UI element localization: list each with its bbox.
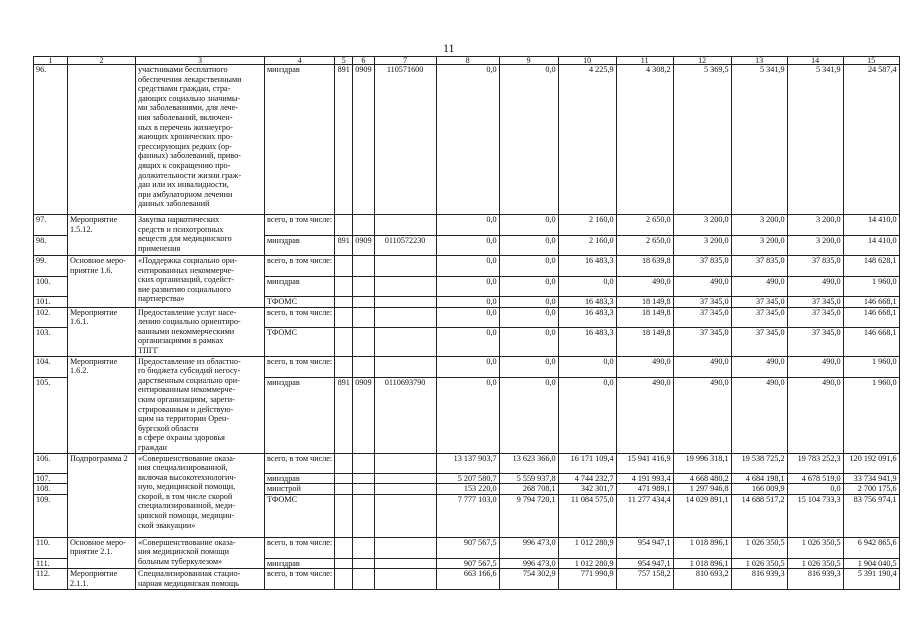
row-number: 111. (34, 558, 68, 569)
value-col-12: 490,0 (673, 356, 731, 378)
code-csr (374, 494, 436, 537)
value-col-9: 0,0 (499, 256, 558, 277)
value-col-11: 490,0 (616, 378, 673, 453)
item-description: Закупка наркотических средств и психотропных веществ для медицинского применения (136, 215, 265, 256)
table-row (34, 215, 900, 236)
column-number: 15 (843, 57, 899, 65)
value-col-14: 19 783 252,3 (787, 453, 843, 473)
value-col-11: 18 639,8 (616, 256, 673, 277)
code-rzpr (353, 215, 374, 236)
code-grbs (335, 569, 353, 590)
value-col-13: 37 345,0 (731, 328, 787, 356)
item-description: «Совершенствование оказа- ния медицинской помощи больным туберкулезом» (136, 537, 265, 569)
table-row (34, 256, 900, 277)
code-csr: 110571600 (374, 65, 436, 215)
executor: минздрав (265, 236, 335, 256)
table-row (34, 356, 900, 378)
executor: минздрав (265, 558, 335, 569)
value-col-8: 0,0 (436, 356, 499, 378)
code-csr (374, 473, 436, 484)
executor: всего, в том числе: (265, 453, 335, 473)
value-col-8: 0,0 (436, 378, 499, 453)
value-col-11: 490,0 (616, 356, 673, 378)
code-csr (374, 569, 436, 590)
value-col-8: 0,0 (436, 256, 499, 277)
code-grbs: 891 (335, 378, 353, 453)
value-col-9: 9 794 720,1 (499, 494, 558, 537)
column-number: 2 (68, 57, 136, 65)
executor: минстрой (265, 484, 335, 495)
row-number: 110. (34, 537, 68, 558)
code-csr (374, 356, 436, 378)
row-number: 108. (34, 484, 68, 495)
value-col-11: 11 277 434,4 (616, 494, 673, 537)
value-col-9: 0,0 (499, 215, 558, 236)
value-col-13: 3 200,0 (731, 236, 787, 256)
value-col-11: 15 941 416,9 (616, 453, 673, 473)
value-col-14: 5 341,9 (787, 65, 843, 215)
executor: ТФОМС (265, 297, 335, 308)
code-rzpr (353, 356, 374, 378)
value-col-11: 4 308,2 (616, 65, 673, 215)
code-rzpr: 0909 (353, 65, 374, 215)
value-col-9: 0,0 (499, 277, 558, 297)
value-col-8: 153 220,0 (436, 484, 499, 495)
item-description: участниками бесплатного обеспечения лекарственными средствами граждан, стра- дающих социально значимы- ми заболеваниями, для лече- ния заболеваний, включен- ных в перечень жизнеугро- жающих хронических про- грессирующих редких (ор- фанных) заболеваний, приво- дящих к сокращению про- должительности жизни граж- дан или их инвалидности, при амбулаторном лечении данных заболеваний (136, 65, 265, 215)
table-row (34, 537, 900, 558)
value-col-9: 754 302,9 (499, 569, 558, 590)
value-col-10: 0,0 (558, 378, 616, 453)
value-col-10: 16 483,3 (558, 256, 616, 277)
value-total: 2 700 175,6 (843, 484, 899, 495)
code-csr (374, 256, 436, 277)
value-col-14: 1 026 350,5 (787, 537, 843, 558)
value-col-8: 7 777 103,0 (436, 494, 499, 537)
value-col-9: 0,0 (499, 236, 558, 256)
item-type: Мероприятие 2.1.1. (68, 569, 136, 590)
column-number: 1 (34, 57, 68, 65)
column-number: 5 (335, 57, 353, 65)
value-col-14: 37 345,0 (787, 328, 843, 356)
value-col-13: 166 009,9 (731, 484, 787, 495)
row-number: 106. (34, 453, 68, 473)
executor: минздрав (265, 65, 335, 215)
value-col-10: 771 990,9 (558, 569, 616, 590)
value-col-12: 3 200,0 (673, 215, 731, 236)
value-col-14: 3 200,0 (787, 236, 843, 256)
value-col-14: 4 678 519,0 (787, 473, 843, 484)
code-rzpr (353, 328, 374, 356)
value-col-10: 0,0 (558, 356, 616, 378)
column-number: 4 (265, 57, 335, 65)
code-grbs (335, 277, 353, 297)
value-col-8: 907 567,5 (436, 537, 499, 558)
item-type: Мероприятие 1.6.1. (68, 307, 136, 356)
code-grbs: 891 (335, 236, 353, 256)
row-number: 102. (34, 307, 68, 328)
value-col-11: 490,0 (616, 277, 673, 297)
value-total: 148 628,1 (843, 256, 899, 277)
value-col-12: 4 668 480,2 (673, 473, 731, 484)
value-col-9: 0,0 (499, 378, 558, 453)
code-grbs (335, 484, 353, 495)
code-csr (374, 277, 436, 297)
table-header-row (34, 57, 900, 65)
row-number: 99. (34, 256, 68, 277)
budget-table (33, 56, 900, 590)
value-total: 120 192 091,6 (843, 453, 899, 473)
value-col-14: 37 345,0 (787, 297, 843, 308)
item-type: Подпрограмма 2 (68, 453, 136, 537)
code-grbs (335, 215, 353, 236)
value-col-11: 4 191 993,4 (616, 473, 673, 484)
executor: всего, в том числе: (265, 537, 335, 558)
value-col-14: 1 026 350,5 (787, 558, 843, 569)
value-col-11: 757 158,2 (616, 569, 673, 590)
code-grbs (335, 256, 353, 277)
code-rzpr (353, 494, 374, 537)
value-col-10: 4 744 232,7 (558, 473, 616, 484)
executor: всего, в том числе: (265, 307, 335, 328)
row-number: 105. (34, 378, 68, 453)
code-rzpr (353, 307, 374, 328)
value-total: 24 587,4 (843, 65, 899, 215)
value-col-8: 0,0 (436, 236, 499, 256)
value-col-8: 13 137 903,7 (436, 453, 499, 473)
value-col-11: 18 149,8 (616, 328, 673, 356)
value-col-14: 490,0 (787, 378, 843, 453)
code-csr (374, 297, 436, 308)
code-rzpr (353, 297, 374, 308)
value-col-13: 37 345,0 (731, 297, 787, 308)
code-csr (374, 484, 436, 495)
code-grbs (335, 453, 353, 473)
value-total: 5 391 190,4 (843, 569, 899, 590)
row-number: 103. (34, 328, 68, 356)
column-number: 13 (731, 57, 787, 65)
item-type (68, 65, 136, 215)
row-number: 104. (34, 356, 68, 378)
value-col-9: 0,0 (499, 65, 558, 215)
value-col-14: 3 200,0 (787, 215, 843, 236)
code-grbs (335, 307, 353, 328)
value-col-14: 37 345,0 (787, 307, 843, 328)
code-csr: 0110572230 (374, 236, 436, 256)
value-col-11: 471 989,1 (616, 484, 673, 495)
value-col-12: 37 835,0 (673, 256, 731, 277)
code-rzpr (353, 256, 374, 277)
code-csr (374, 215, 436, 236)
executor: всего, в том числе: (265, 215, 335, 236)
value-col-10: 2 160,0 (558, 236, 616, 256)
value-col-14: 490,0 (787, 277, 843, 297)
column-number: 14 (787, 57, 843, 65)
value-col-12: 14 029 891,1 (673, 494, 731, 537)
value-total: 1 960,0 (843, 356, 899, 378)
value-col-8: 0,0 (436, 215, 499, 236)
value-col-10: 2 160,0 (558, 215, 616, 236)
value-col-9: 0,0 (499, 328, 558, 356)
value-col-14: 37 835,0 (787, 256, 843, 277)
value-col-13: 1 026 350,5 (731, 537, 787, 558)
value-col-12: 490,0 (673, 277, 731, 297)
executor: минздрав (265, 378, 335, 453)
column-number: 12 (673, 57, 731, 65)
executor: минздрав (265, 473, 335, 484)
value-col-13: 490,0 (731, 378, 787, 453)
value-col-12: 37 345,0 (673, 297, 731, 308)
value-col-13: 490,0 (731, 356, 787, 378)
code-grbs (335, 328, 353, 356)
column-number: 6 (353, 57, 374, 65)
value-col-13: 14 688 517,2 (731, 494, 787, 537)
executor: ТФОМС (265, 494, 335, 537)
value-col-10: 16 483,3 (558, 328, 616, 356)
value-col-11: 18 149,8 (616, 307, 673, 328)
value-col-8: 0,0 (436, 328, 499, 356)
code-csr (374, 558, 436, 569)
row-number: 107. (34, 473, 68, 484)
value-col-8: 907 567,5 (436, 558, 499, 569)
table-row (34, 569, 900, 590)
column-number: 3 (136, 57, 265, 65)
value-total: 146 668,1 (843, 297, 899, 308)
value-total: 83 756 974,1 (843, 494, 899, 537)
code-rzpr (353, 537, 374, 558)
value-col-8: 663 166,6 (436, 569, 499, 590)
row-number: 112. (34, 569, 68, 590)
value-col-12: 1 018 896,1 (673, 537, 731, 558)
value-col-10: 16 483,3 (558, 307, 616, 328)
value-col-12: 3 200,0 (673, 236, 731, 256)
code-rzpr (353, 453, 374, 473)
value-col-13: 19 538 725,2 (731, 453, 787, 473)
value-col-12: 490,0 (673, 378, 731, 453)
value-col-13: 37 835,0 (731, 256, 787, 277)
column-number: 7 (374, 57, 436, 65)
value-total: 14 410,0 (843, 236, 899, 256)
executor: ТФОМС (265, 328, 335, 356)
value-col-8: 0,0 (436, 65, 499, 215)
value-col-13: 816 939,3 (731, 569, 787, 590)
code-grbs (335, 558, 353, 569)
code-grbs: 891 (335, 65, 353, 215)
value-total: 33 734 941,9 (843, 473, 899, 484)
value-col-13: 3 200,0 (731, 215, 787, 236)
code-csr (374, 537, 436, 558)
column-number: 10 (558, 57, 616, 65)
row-number: 98. (34, 236, 68, 256)
value-col-10: 4 225,9 (558, 65, 616, 215)
item-type: Основное меро- приятие 1.6. (68, 256, 136, 308)
executor: всего, в том числе: (265, 356, 335, 378)
value-col-8: 0,0 (436, 297, 499, 308)
item-description: «Совершенствование оказа- ния специализированной, включая высокотехнологич- ную, медицинской помощи, скорой, в том числе скорой специализированной, меди- цинской помощи, медицин- ской эвакуации» (136, 453, 265, 537)
code-rzpr (353, 484, 374, 495)
value-col-14: 816 939,3 (787, 569, 843, 590)
code-rzpr (353, 558, 374, 569)
value-total: 1 904 040,5 (843, 558, 899, 569)
value-total: 1 960,0 (843, 378, 899, 453)
value-col-9: 5 559 937,8 (499, 473, 558, 484)
code-grbs (335, 494, 353, 537)
value-col-12: 810 693,2 (673, 569, 731, 590)
value-col-10: 11 084 575,0 (558, 494, 616, 537)
item-type: Мероприятие 1.6.2. (68, 356, 136, 453)
table-row (34, 65, 900, 215)
value-total: 14 410,0 (843, 215, 899, 236)
value-col-8: 0,0 (436, 307, 499, 328)
value-col-11: 2 650,0 (616, 215, 673, 236)
value-col-12: 1 297 946,8 (673, 484, 731, 495)
code-rzpr (353, 569, 374, 590)
value-col-9: 0,0 (499, 356, 558, 378)
table-row (34, 453, 900, 473)
code-grbs (335, 537, 353, 558)
value-col-12: 37 345,0 (673, 307, 731, 328)
value-total: 146 668,1 (843, 328, 899, 356)
value-col-14: 15 104 733,3 (787, 494, 843, 537)
item-description: «Поддержка социально ори- ентированных некоммерче- ских организаций, содейст- вие развитию социального партнерства» (136, 256, 265, 308)
code-csr (374, 328, 436, 356)
item-description: Предоставление из областно- го бюджета субсидий негосу- дарственным социально ори- ентированным некоммерче- ским организациям, зареги- стрированным и действую- щим на территории Орен- бургской области в сфере охраны здоровья граждан (136, 356, 265, 453)
code-rzpr (353, 277, 374, 297)
code-grbs (335, 356, 353, 378)
value-col-10: 16 483,3 (558, 297, 616, 308)
value-col-13: 5 341,9 (731, 65, 787, 215)
code-rzpr: 0909 (353, 378, 374, 453)
row-number: 100. (34, 277, 68, 297)
value-col-9: 13 623 366,0 (499, 453, 558, 473)
code-grbs (335, 297, 353, 308)
value-col-10: 16 171 109,4 (558, 453, 616, 473)
table-row (34, 307, 900, 328)
value-col-9: 996 473,0 (499, 558, 558, 569)
value-total: 6 942 865,6 (843, 537, 899, 558)
value-col-10: 0,0 (558, 277, 616, 297)
row-number: 101. (34, 297, 68, 308)
code-rzpr (353, 473, 374, 484)
code-rzpr: 0909 (353, 236, 374, 256)
code-csr (374, 307, 436, 328)
value-col-9: 268 708,1 (499, 484, 558, 495)
column-number: 8 (436, 57, 499, 65)
value-col-10: 342 301,7 (558, 484, 616, 495)
value-col-11: 18 149,8 (616, 297, 673, 308)
value-col-13: 1 026 350,5 (731, 558, 787, 569)
page-number: 11 (443, 41, 455, 55)
row-number: 109. (34, 494, 68, 537)
code-grbs (335, 473, 353, 484)
value-col-13: 490,0 (731, 277, 787, 297)
value-col-8: 5 207 580,7 (436, 473, 499, 484)
value-col-9: 0,0 (499, 307, 558, 328)
value-col-11: 2 650,0 (616, 236, 673, 256)
row-number: 96. (34, 65, 68, 215)
row-number: 97. (34, 215, 68, 236)
item-type: Основное меро- приятие 2.1. (68, 537, 136, 569)
column-number: 11 (616, 57, 673, 65)
value-total: 146 668,1 (843, 307, 899, 328)
value-col-14: 490,0 (787, 356, 843, 378)
value-col-11: 954 947,1 (616, 537, 673, 558)
code-csr (374, 453, 436, 473)
item-description: Предоставление услуг насе- лению социально ориентиро- ванными некоммерческими организациями в рамках ТПГГ (136, 307, 265, 356)
value-col-12: 19 996 318,1 (673, 453, 731, 473)
executor: всего, в том числе: (265, 256, 335, 277)
value-col-12: 5 369,5 (673, 65, 731, 215)
value-col-13: 4 684 198,1 (731, 473, 787, 484)
item-description: Специализированная стацио- нарная медицинская помощь (136, 569, 265, 590)
executor: минздрав (265, 277, 335, 297)
value-col-12: 37 345,0 (673, 328, 731, 356)
value-col-11: 954 947,1 (616, 558, 673, 569)
value-col-10: 1 012 280,9 (558, 537, 616, 558)
executor: всего, в том числе: (265, 569, 335, 590)
item-type: Мероприятие 1.5.12. (68, 215, 136, 256)
value-total: 1 960,0 (843, 277, 899, 297)
value-col-12: 1 018 896,1 (673, 558, 731, 569)
column-number: 9 (499, 57, 558, 65)
value-col-13: 37 345,0 (731, 307, 787, 328)
value-col-9: 996 473,0 (499, 537, 558, 558)
value-col-8: 0,0 (436, 277, 499, 297)
code-csr: 0110693790 (374, 378, 436, 453)
value-col-9: 0,0 (499, 297, 558, 308)
value-col-14: 0,0 (787, 484, 843, 495)
value-col-10: 1 012 280,9 (558, 558, 616, 569)
